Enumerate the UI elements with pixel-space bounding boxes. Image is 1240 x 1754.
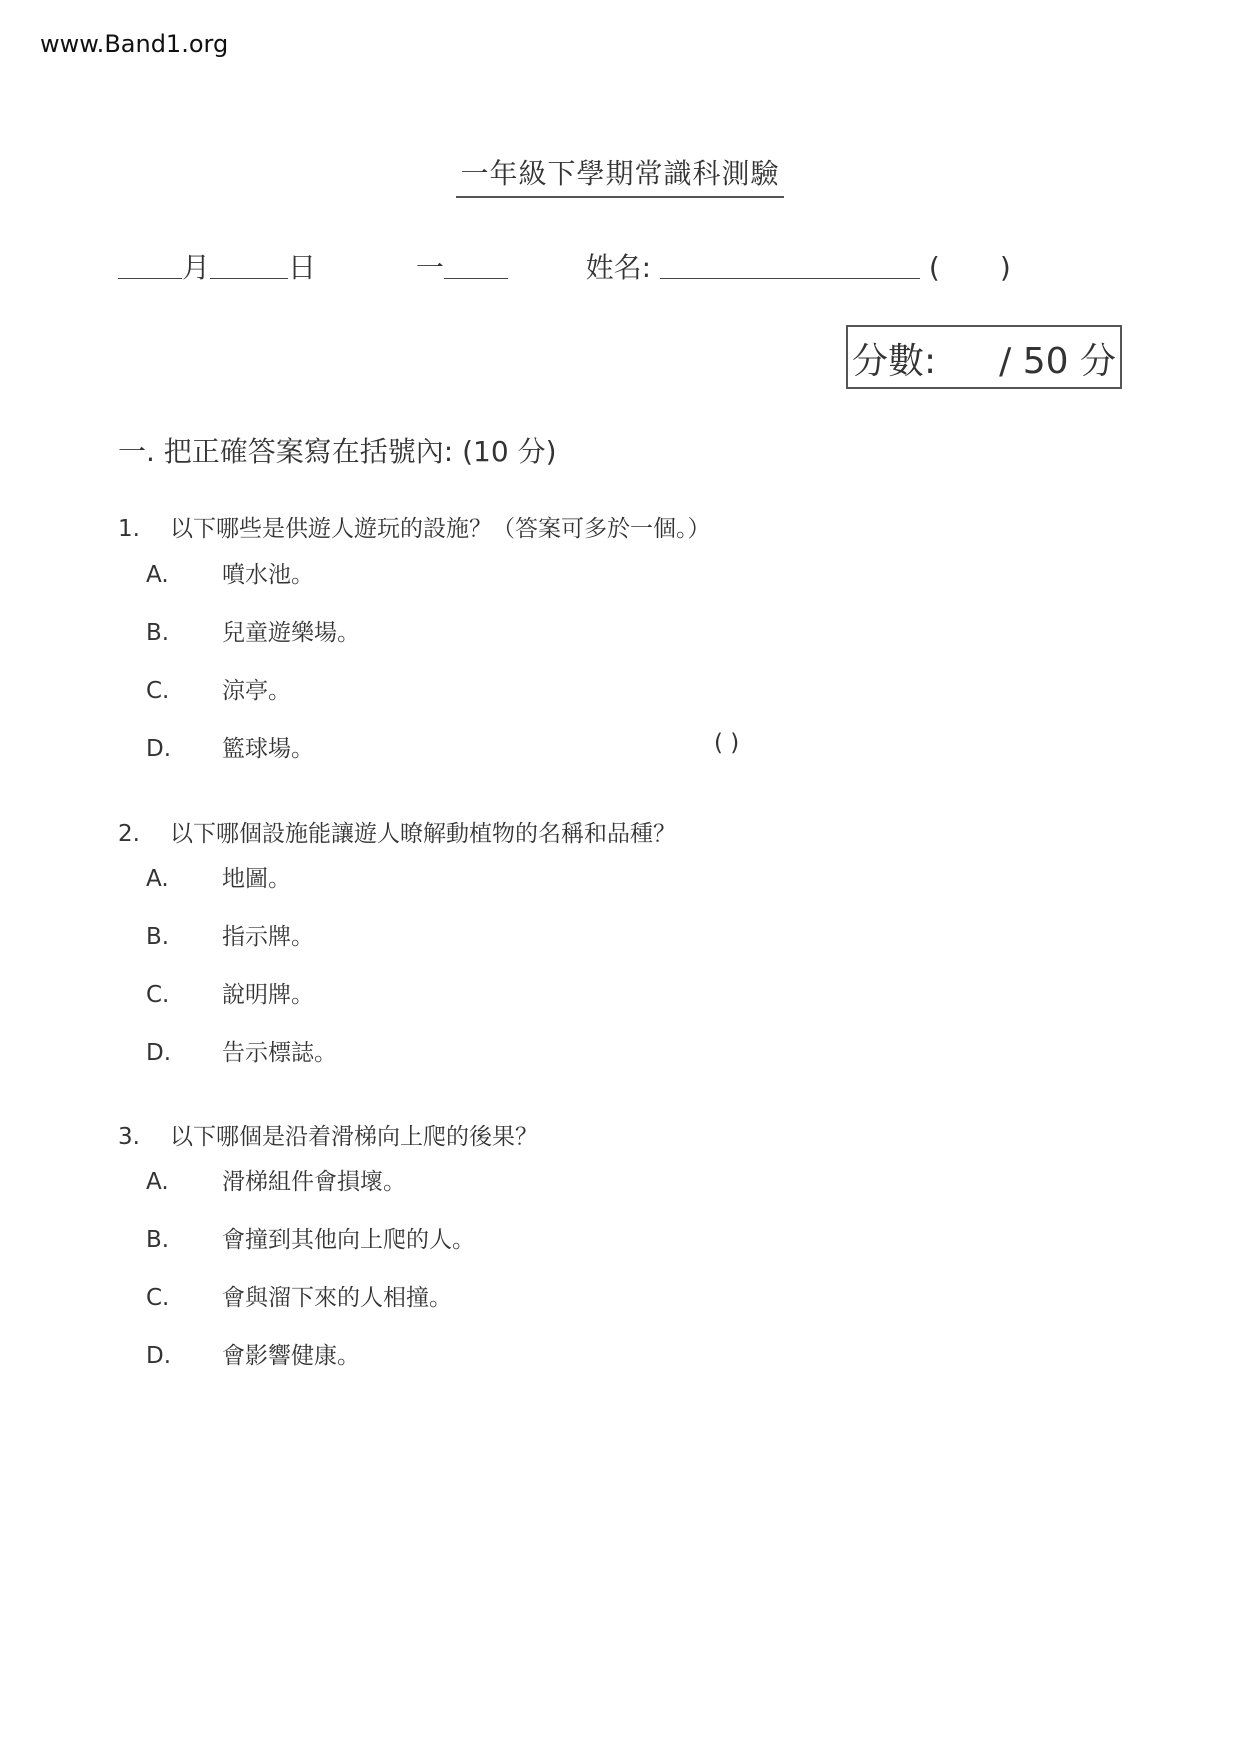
class-label: 一	[415, 251, 444, 284]
class-blank[interactable]	[444, 254, 508, 279]
option-text: 籃球場。	[222, 736, 314, 762]
option-text: 涼亭。	[222, 678, 291, 704]
option-letter: A.	[146, 562, 169, 588]
month-label: 月	[182, 251, 211, 284]
option-letter: D.	[146, 1343, 172, 1369]
option-letter: B.	[146, 924, 170, 950]
question-text: 以下哪個設施能讓遊人暸解動植物的名稱和品種？	[170, 821, 676, 847]
student-info-line	[118, 246, 1011, 286]
option-text: 會影響健康。	[222, 1343, 360, 1369]
q2-option-d[interactable]	[146, 1034, 337, 1067]
q1-option-a[interactable]	[146, 556, 314, 589]
score-box	[846, 325, 1122, 389]
option-text: 兒童遊樂場。	[222, 620, 360, 646]
q1-option-b[interactable]	[146, 614, 360, 647]
title-text: 一年級下學期常識科測驗	[456, 152, 783, 198]
question-number: 3.	[118, 1124, 140, 1150]
option-text: 告示標誌。	[222, 1040, 337, 1066]
name-label: 姓名:	[585, 251, 652, 284]
question-text: 以下哪些是供遊人遊玩的設施？（答案可多於一個。）	[170, 516, 711, 542]
option-letter: B.	[146, 620, 170, 646]
question-number: 1.	[118, 516, 140, 542]
option-text: 滑梯組件會損壞。	[222, 1169, 406, 1195]
q2-option-a[interactable]	[146, 860, 291, 893]
q1-option-c[interactable]	[146, 672, 291, 705]
option-text: 會撞到其他向上爬的人。	[222, 1227, 475, 1253]
day-label: 日	[288, 251, 317, 284]
site-url: www.Band1.org	[40, 30, 229, 58]
q1-answer-blank[interactable]: ( )	[714, 730, 740, 756]
option-letter: D.	[146, 1040, 172, 1066]
name-blank[interactable]	[660, 254, 920, 279]
q2-option-c[interactable]	[146, 976, 314, 1009]
day-blank[interactable]	[210, 254, 288, 279]
score-total: / 50 分	[999, 341, 1116, 382]
question-text: 以下哪個是沿着滑梯向上爬的後果？	[170, 1124, 538, 1150]
option-text: 指示牌。	[222, 924, 314, 950]
question-number: 2.	[118, 821, 140, 847]
question-3	[118, 1118, 538, 1151]
question-1	[118, 510, 711, 543]
q3-option-a[interactable]	[146, 1163, 406, 1196]
section-heading: 一. 把正確答案寫在括號內: (10 分)	[118, 435, 557, 468]
q1-option-d[interactable]	[146, 730, 314, 763]
option-text: 噴水池。	[222, 562, 314, 588]
q3-option-b[interactable]	[146, 1221, 475, 1254]
class-number-close: )	[999, 251, 1011, 284]
page-title	[0, 152, 1240, 198]
option-letter: B.	[146, 1227, 170, 1253]
option-letter: C.	[146, 982, 170, 1008]
month-blank[interactable]	[118, 254, 182, 279]
q3-option-d[interactable]	[146, 1337, 360, 1370]
q2-option-b[interactable]	[146, 918, 314, 951]
option-letter: C.	[146, 1285, 170, 1311]
option-letter: A.	[146, 1169, 169, 1195]
score-label: 分數:	[852, 341, 937, 382]
option-text: 地圖。	[222, 866, 291, 892]
q3-option-c[interactable]	[146, 1279, 452, 1312]
option-text: 說明牌。	[222, 982, 314, 1008]
option-letter: D.	[146, 736, 172, 762]
question-2	[118, 815, 676, 848]
class-number-open: (	[928, 251, 940, 284]
option-letter: A.	[146, 866, 169, 892]
option-text: 會與溜下來的人相撞。	[222, 1285, 452, 1311]
option-letter: C.	[146, 678, 170, 704]
